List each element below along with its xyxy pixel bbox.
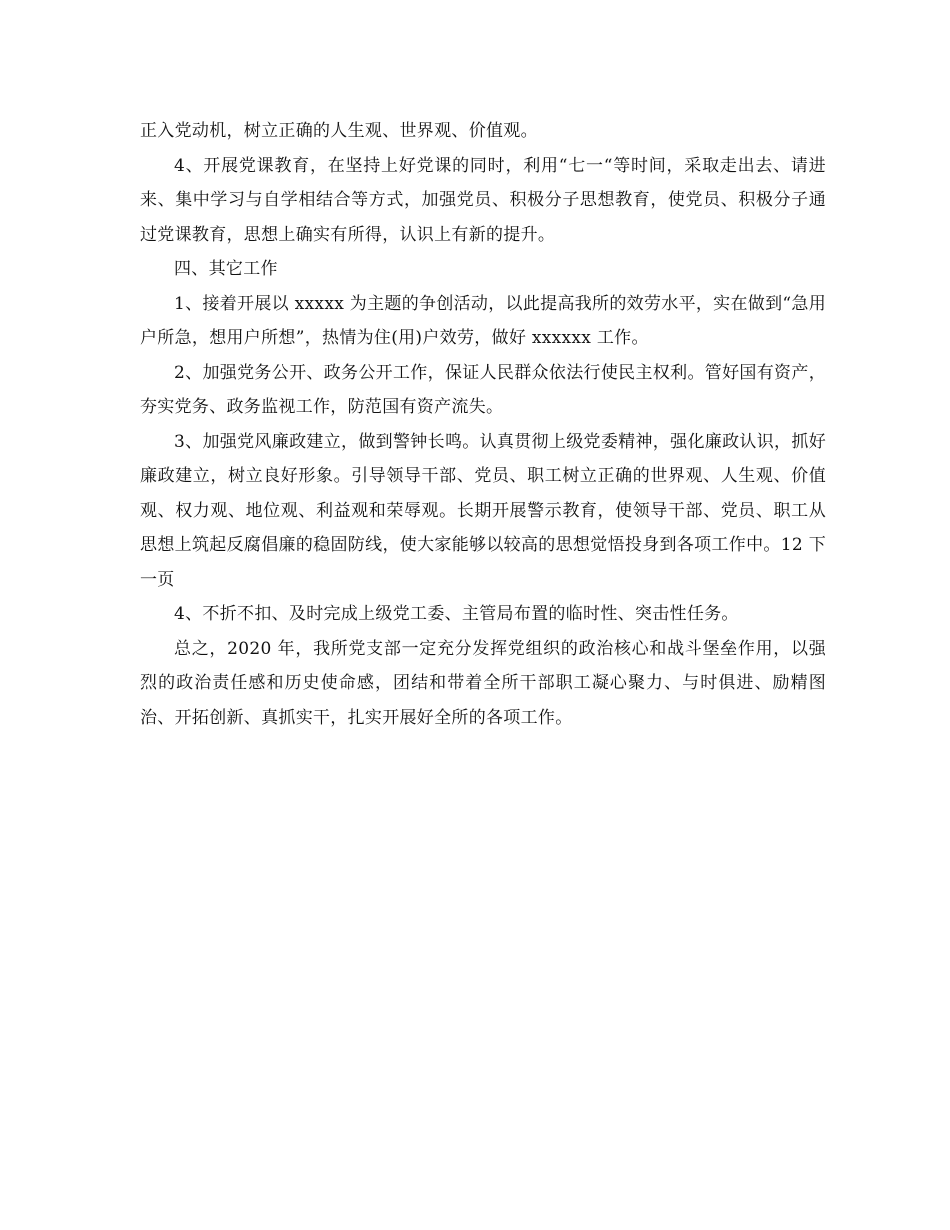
paragraph-item-2-openness: 2、加强党务公开、政务公开工作，保证人民群众依法行使民主权利。管好国有资产，夯实党务、政务监视工作，防范国有资产流失。 (140, 362, 826, 417)
paragraph-continuation: 正入党动机，树立正确的人生观、世界观、价值观。 (140, 121, 538, 141)
paragraph-conclusion: 总之，2020 年，我所党支部一定充分发挥党组织的政治核心和战斗堡垒作用，以强烈的政治责任感和历史使命感，团结和带着全所干部职工凝心聚力、与时俱进、励精图治、开拓创新、真抓实干，扎实开展好全所的各项工作。 (140, 638, 826, 728)
paragraph-item-1-campaign: 1、接着开展以 xxxxx 为主题的争创活动，以此提高我所的效劳水平，实在做到“急用户所急，想用户所想”，热情为住(用)户效劳，做好 xxxxxx 工作。 (140, 293, 826, 348)
document-body (140, 114, 826, 735)
section-heading-other-work: 四、其它工作 (174, 259, 278, 279)
paragraph-item-4-tasks: 4、不折不扣、及时完成上级党工委、主管局布置的临时性、突击性任务。 (174, 604, 739, 624)
paragraph-item-4-party-class: 4、开展党课教育，在坚持上好党课的同时，利用“七一“等时间，采取走出去、请进来、集中学习与自学相结合等方式，加强党员、积极分子思想教育，使党员、积极分子通过党课教育，思想上确实有所得，认识上有新的提升。 (140, 155, 826, 245)
paragraph-item-3-integrity: 3、加强党风廉政建立，做到警钟长鸣。认真贯彻上级党委精神，强化廉政认识，抓好廉政建立，树立良好形象。引导领导干部、党员、职工树立正确的世界观、人生观、价值观、权力观、地位观、利益观和荣辱观。长期开展警示教育，使领导干部、党员、职工从思想上筑起反腐倡廉的稳固防线，使大家能够以较高的思想觉悟投身到各项工作中。12 下一页 (140, 431, 826, 590)
